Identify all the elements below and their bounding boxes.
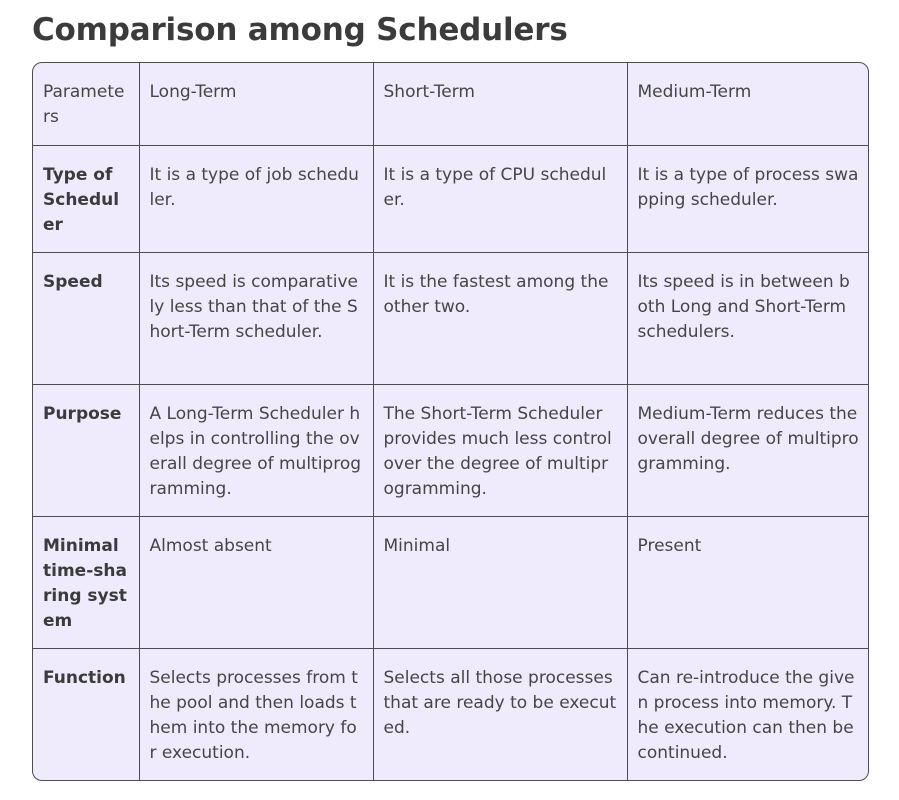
short-term-cell: Selects all those processes that are ready to be executed. — [373, 648, 627, 781]
row-param-cell: Function — [33, 648, 139, 781]
long-term-cell: Its speed is comparatively less than that of the Short-Term scheduler. — [139, 252, 373, 384]
row-param-cell: Type of Scheduler — [33, 145, 139, 252]
row-param-cell: Speed — [33, 252, 139, 384]
medium-term-cell: Medium-Term reduces the overall degree of multiprogramming. — [627, 384, 869, 516]
table-row — [33, 145, 869, 252]
long-term-cell: A Long-Term Scheduler helps in controlling the overall degree of multiprogramming. — [139, 384, 373, 516]
short-term-cell: Minimal — [373, 516, 627, 648]
header-cell-parameters: Parameters — [33, 63, 139, 145]
comparison-table — [32, 62, 869, 781]
table-header-row — [33, 63, 869, 145]
short-term-cell: It is a type of CPU scheduler. — [373, 145, 627, 252]
medium-term-cell: It is a type of process swapping scheduler. — [627, 145, 869, 252]
comparison-table-grid — [33, 63, 869, 781]
header-cell-long-term: Long-Term — [139, 63, 373, 145]
table-row — [33, 384, 869, 516]
header-cell-medium-term: Medium-Term — [627, 63, 869, 145]
row-param-cell: Minimal time-sharing system — [33, 516, 139, 648]
long-term-cell: It is a type of job scheduler. — [139, 145, 373, 252]
table-row — [33, 648, 869, 781]
long-term-cell: Almost absent — [139, 516, 373, 648]
medium-term-cell: Can re-introduce the given process into memory. The execution can then be continued. — [627, 648, 869, 781]
table-row — [33, 516, 869, 648]
page-title: Comparison among Schedulers — [32, 12, 568, 48]
header-cell-short-term: Short-Term — [373, 63, 627, 145]
table-row — [33, 252, 869, 384]
short-term-cell: The Short-Term Scheduler provides much less control over the degree of multiprogramming. — [373, 384, 627, 516]
medium-term-cell: Its speed is in between both Long and Short-Term schedulers. — [627, 252, 869, 384]
short-term-cell: It is the fastest among the other two. — [373, 252, 627, 384]
medium-term-cell: Present — [627, 516, 869, 648]
long-term-cell: Selects processes from the pool and then loads them into the memory for execution. — [139, 648, 373, 781]
row-param-cell: Purpose — [33, 384, 139, 516]
